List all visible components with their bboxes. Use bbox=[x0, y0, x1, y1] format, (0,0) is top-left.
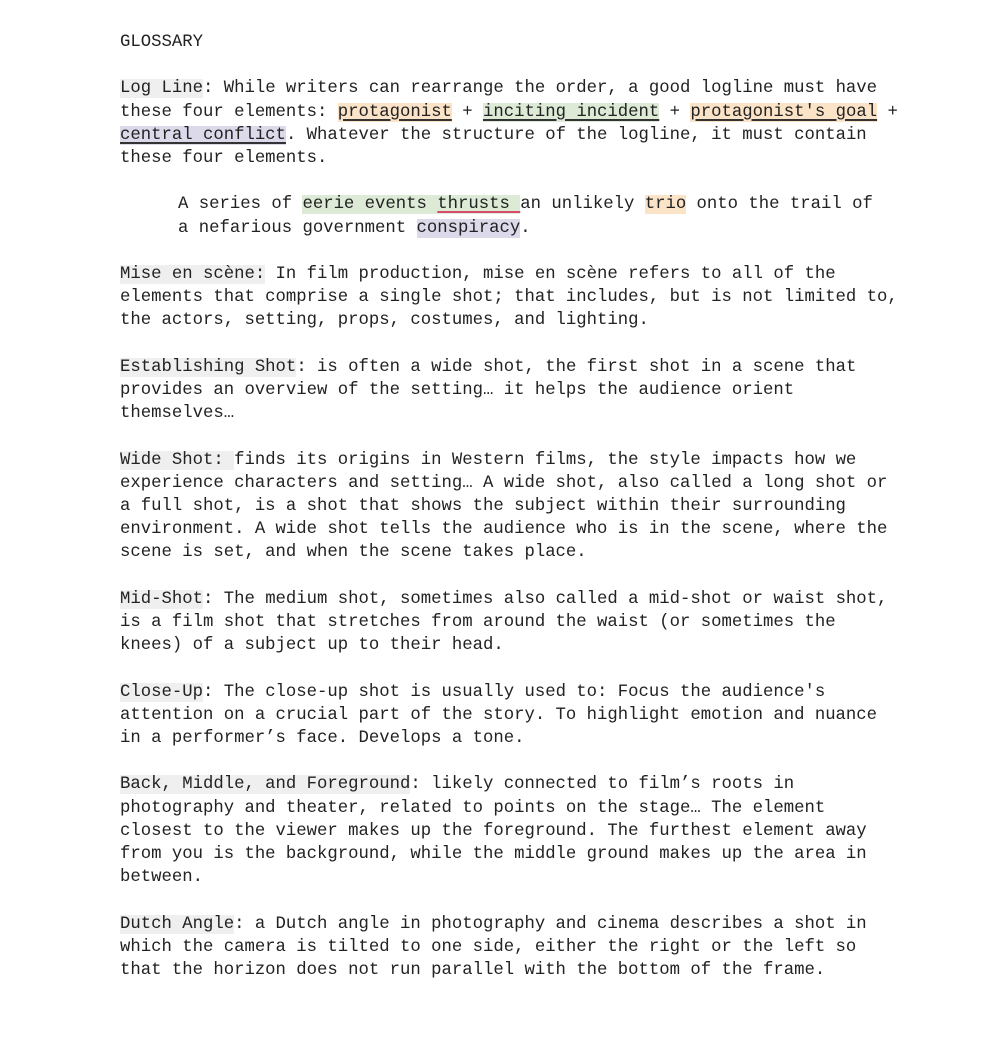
example-text: A series of bbox=[178, 195, 303, 215]
plus-sign: + bbox=[877, 102, 898, 122]
term-establishing-shot: Establishing Shot bbox=[120, 357, 297, 377]
plus-sign: + bbox=[451, 102, 483, 122]
example-text: . bbox=[520, 218, 531, 238]
document-page bbox=[120, 31, 900, 1005]
term-dutch-angle: Dutch Angle bbox=[120, 914, 235, 934]
example-text: onto the trail of a nefarious government bbox=[178, 195, 873, 238]
term-close-up: Close-Up bbox=[120, 682, 203, 702]
definition-text: : The medium shot, sometimes also called a mid-shot or waist shot, is a film shot that stretches from around the waist (or sometimes the knees) of a subject up to their head. bbox=[120, 589, 888, 656]
definition-text: : a Dutch angle in photography and cinema describes a shot in which the camera is tilted to one side, either the right or the left so that the horizon does not run parallel with the bottom of the frame. bbox=[120, 914, 867, 980]
example-conspiracy: conspiracy bbox=[416, 218, 521, 238]
term-mise-en-scene: Mise en scène: bbox=[120, 264, 266, 284]
example-trio: trio bbox=[644, 195, 687, 215]
glossary-entry-mid-shot bbox=[120, 588, 900, 658]
definition-text: : is often a wide shot, the first shot in a scene that provides an overview of the setting… it helps the audience orient themselves… bbox=[120, 357, 857, 424]
term-log-line: Log Line bbox=[120, 79, 203, 99]
term-mid-shot: Mid-Shot bbox=[120, 589, 203, 609]
example-text: an unlikely bbox=[520, 195, 645, 215]
glossary-entry-back-middle-foreground bbox=[120, 773, 900, 889]
glossary-entry-dutch-angle bbox=[120, 913, 900, 983]
element-protagonist: protagonist bbox=[337, 102, 452, 122]
definition-text: In film production, mise en scène refers to all of the elements that comprise a single shot; that includes, but is not limited to, the actors, setting, props, costumes, and lighting. bbox=[120, 264, 898, 331]
example-thrusts: thrusts bbox=[437, 195, 521, 215]
term-back-middle-foreground: Back, Middle, and Foreground bbox=[120, 775, 411, 795]
definition-text: . Whatever the structure of the logline, it must contain these four elements. bbox=[120, 125, 867, 168]
element-inciting-incident: inciting incident bbox=[482, 102, 660, 122]
glossary-entry-establishing-shot bbox=[120, 356, 900, 426]
example-eerie-events: eerie events bbox=[302, 195, 438, 215]
element-central-conflict: central conflict bbox=[120, 125, 286, 145]
element-protagonists-goal: protagonist's goal bbox=[690, 102, 878, 122]
plus-sign: + bbox=[659, 102, 691, 122]
glossary-entry-log-line bbox=[120, 77, 900, 170]
page-title: GLOSSARY bbox=[120, 33, 203, 52]
glossary-entry-close-up bbox=[120, 681, 900, 751]
glossary-entry-wide-shot bbox=[120, 449, 900, 565]
definition-text: : likely connected to film’s roots in photography and theater, related to points on the stage… The element closest to the viewer makes up the foreground. The furthest element away from you is the background, while the middle ground makes up the area in between. bbox=[120, 775, 867, 888]
term-wide-shot: Wide Shot: bbox=[120, 450, 235, 470]
definition-text: finds its origins in Western films, the style impacts how we experience characters and setting… A wide shot, also called a long shot or a full shot, is a shot that shows the subject within their surrounding environment. A wide shot tells the audience who is in the scene, where the scene is set, and when the scene takes place. bbox=[120, 450, 888, 563]
glossary-entry-mise-en-scene bbox=[120, 263, 900, 333]
definition-text: : While writers can rearrange the order, a good logline must have these four elements: bbox=[120, 79, 878, 122]
definition-text: : The close-up shot is usually used to: Focus the audience's attention on a crucial part of the story. To highlight emotion and nuance in a performer’s face. Develops a tone. bbox=[120, 682, 878, 748]
logline-example bbox=[178, 193, 878, 239]
